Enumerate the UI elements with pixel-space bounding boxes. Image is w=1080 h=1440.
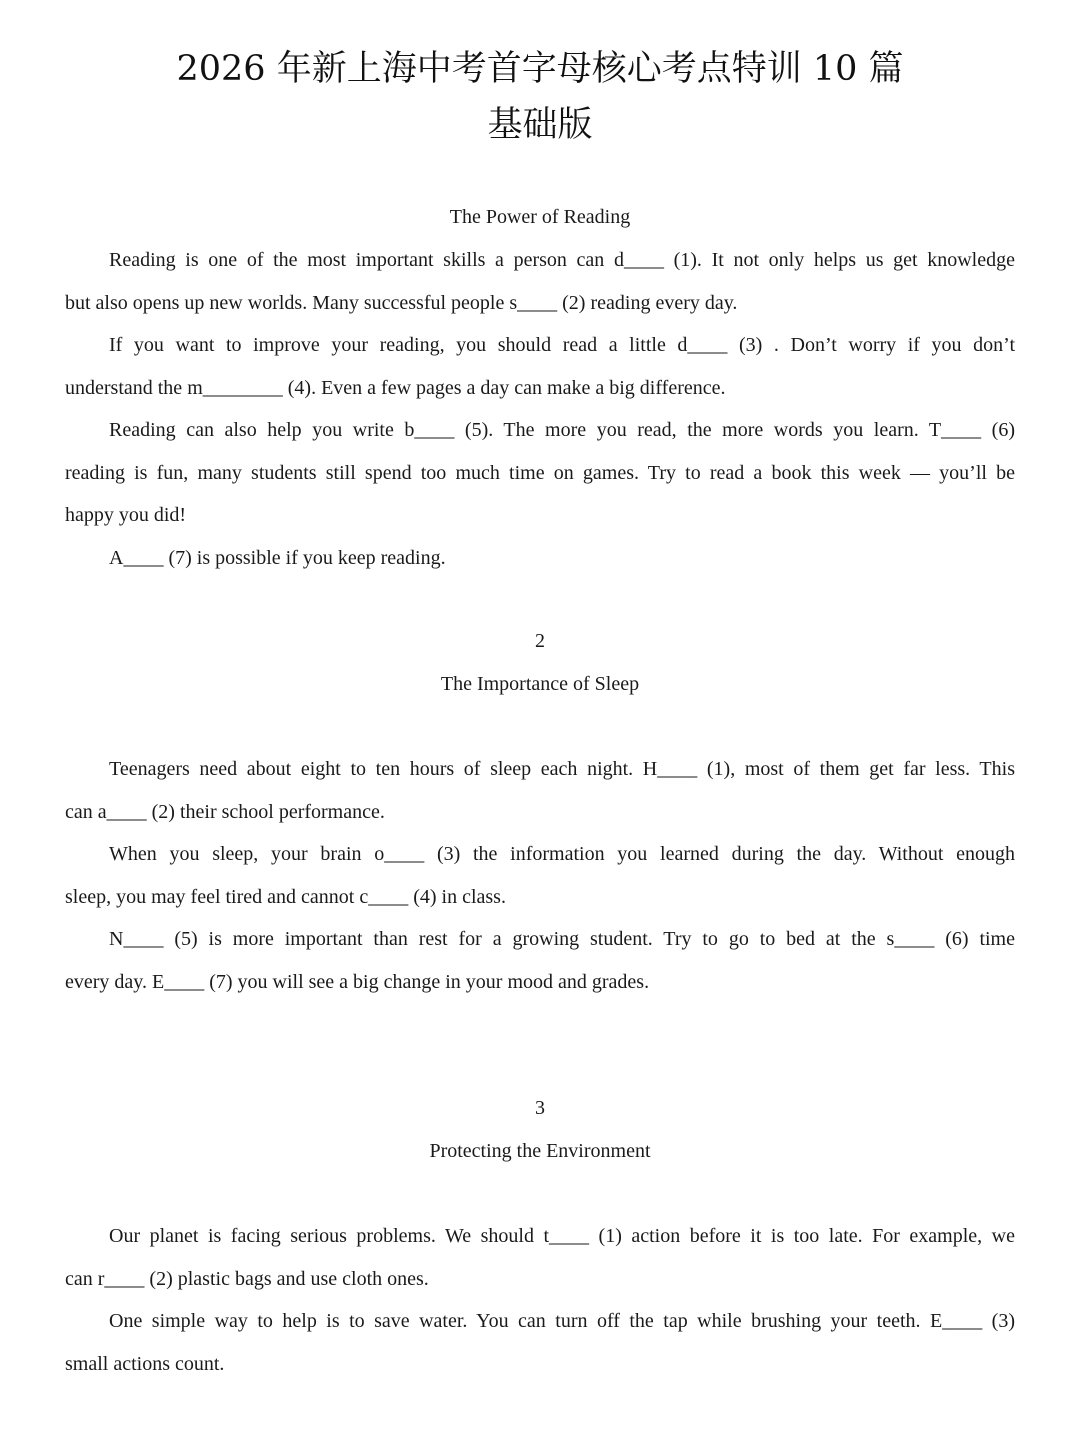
passage-2-line: can a____ (2) their school performance.: [65, 801, 385, 823]
passage-2-line: N____ (5) is more important than rest for a growing student. Try to go to bed at the s____ (6) time: [109, 928, 1015, 950]
passage-2-line: every day. E____ (7) you will see a big change in your mood and grades.: [65, 971, 650, 993]
passage-2-title: The Importance of Sleep: [440, 673, 640, 695]
passage-2-line: Teenagers need about eight to ten hours of sleep each night. H____ (1), most of them get far less. This: [109, 758, 1015, 780]
passage-1-line: reading is fun, many students still spend too much time on games. Try to read a book this week — you’ll be: [65, 462, 1015, 484]
passage-1-line: Reading is one of the most important skills a person can d____ (1). It not only helps us get knowledge: [109, 249, 1015, 271]
passage-3-title: Protecting the Environment: [429, 1140, 651, 1162]
passage-1-line: understand the m________ (4). Even a few pages a day can make a big difference.: [65, 377, 726, 399]
passage-3-line: Our planet is facing serious problems. We should t____ (1) action before it is too late. For example, we: [109, 1225, 1015, 1247]
passage-3-line: One simple way to help is to save water. You can turn off the tap while brushing your teeth. E____ (3): [109, 1310, 1015, 1332]
passage-1-line: but also opens up new worlds. Many successful people s____ (2) reading every day.: [65, 292, 738, 314]
passage-2-number: 2: [535, 630, 545, 652]
passage-3-line: can r____ (2) plastic bags and use cloth ones.: [65, 1268, 429, 1290]
passage-1-line: Reading can also help you write b____ (5). The more you read, the more words you learn. T____ (6): [109, 419, 1015, 441]
passage-3-line: small actions count.: [65, 1353, 225, 1375]
passage-2-line: When you sleep, your brain o____ (3) the information you learned during the day. Without enough: [109, 843, 1015, 865]
passage-1-line: If you want to improve your reading, you should read a little d____ (3) . Don’t worry if you don’t: [109, 334, 1015, 356]
passage-3-number: 3: [535, 1097, 545, 1119]
passage-1-line: A____ (7) is possible if you keep reading.: [109, 547, 446, 569]
document-subtitle: 基础版: [487, 105, 593, 145]
document-title: 2026 年新上海中考首字母核心考点特训 10 篇: [176, 49, 904, 89]
passage-2-line: sleep, you may feel tired and cannot c____ (4) in class.: [65, 886, 506, 908]
passage-1-line: happy you did!: [65, 504, 187, 526]
passage-1-title: The Power of Reading: [449, 206, 631, 228]
